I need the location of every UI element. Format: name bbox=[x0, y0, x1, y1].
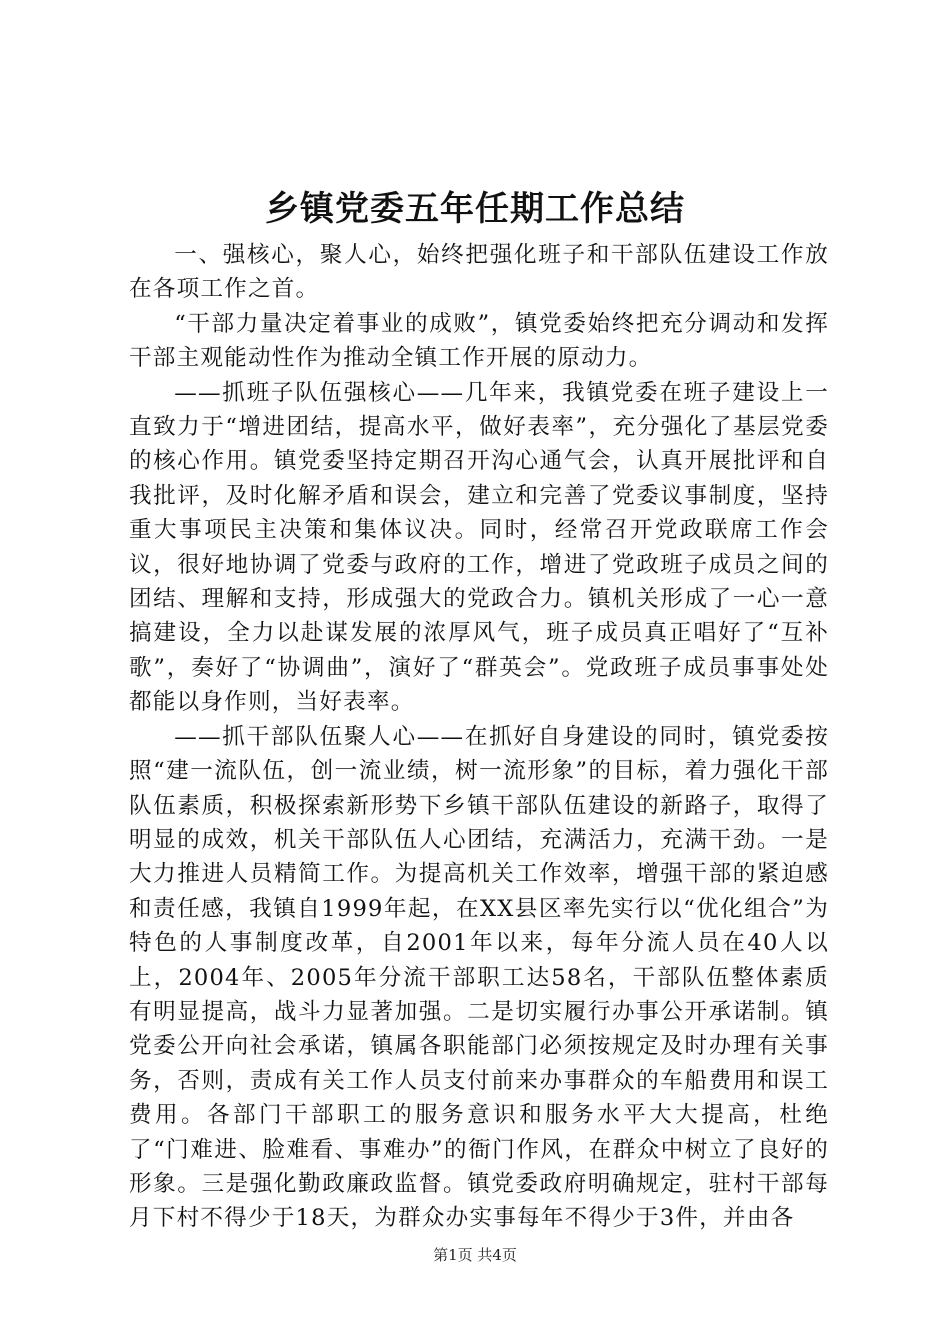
paragraph-section-heading: 一、强核心，聚人心，始终把强化班子和干部队伍建设工作放在各项工作之首。 bbox=[129, 242, 829, 303]
paragraph-intro: “干部力量决定着事业的成败”，镇党委始终把充分调动和发挥干部主观能动性作为推动全镇工作开展的原动力。 bbox=[129, 310, 829, 372]
page-footer: 第1页 共4页 bbox=[433, 1246, 517, 1264]
document-body bbox=[129, 238, 829, 1236]
paragraph-cadre-team: ——抓干部队伍聚人心——在抓好自身建设的同时，镇党委按照“建一流队伍，创一流业绩，树一流形象”的目标，着力强化干部队伍素质，积极探索新形势下乡镇干部队伍建设的新路子，取得了明显的成效，机关干部队伍人心团结，充满活力，充满干劲。一是大力推进人员精简工作。为提高机关工作效率，增强干部的紧迫感和责任感，我镇自1999年起，在XX县区率先实行以“优化组合”为特色的人事制度改革，自2001年以来，每年分流人员在40人以上，2004年、2005年分流干部职工达58名，干部队伍整体素质有明显提高，战斗力显著加强。二是切实履行办事公开承诺制。镇党委公开向社会承诺，镇属各职能部门必须按规定及时办理有关事务，否则，责成有关工作人员支付前来办事群众的车船费用和误工费用。各部门干部职工的服务意识和服务水平大大提高，杜绝了“门难进、脸难看、事难办”的衙门作风，在群众中树立了良好的形象。三是强化勤政廉政监督。镇党委政府明确规定，驻村干部每月下村不得少于18天，为群众办实事每年不得少于3件，并由各 bbox=[129, 723, 829, 1232]
document-title: 乡镇党委五年任期工作总结 bbox=[265, 189, 685, 229]
paragraph-leadership-team: ——抓班子队伍强核心——几年来，我镇党委在班子建设上一直致力于“增进团结，提高水平，做好表率”，充分强化了基层党委的核心作用。镇党委坚持定期召开沟心通气会，认真开展批评和自我批评，及时化解矛盾和误会，建立和完善了党委议事制度，坚持重大事项民主决策和集体议决。同时，经常召开党政联席工作会议，很好地协调了党委与政府的工作，增进了党政班子成员之间的团结、理解和支持，形成强大的党政合力。镇机关形成了一心一意搞建设，全力以赴谋发展的浓厚风气，班子成员真正唱好了“互补歌”，奏好了“协调曲”，演好了“群英会”。党政班子成员事事处处都能以身作则，当好表率。 bbox=[129, 379, 829, 716]
